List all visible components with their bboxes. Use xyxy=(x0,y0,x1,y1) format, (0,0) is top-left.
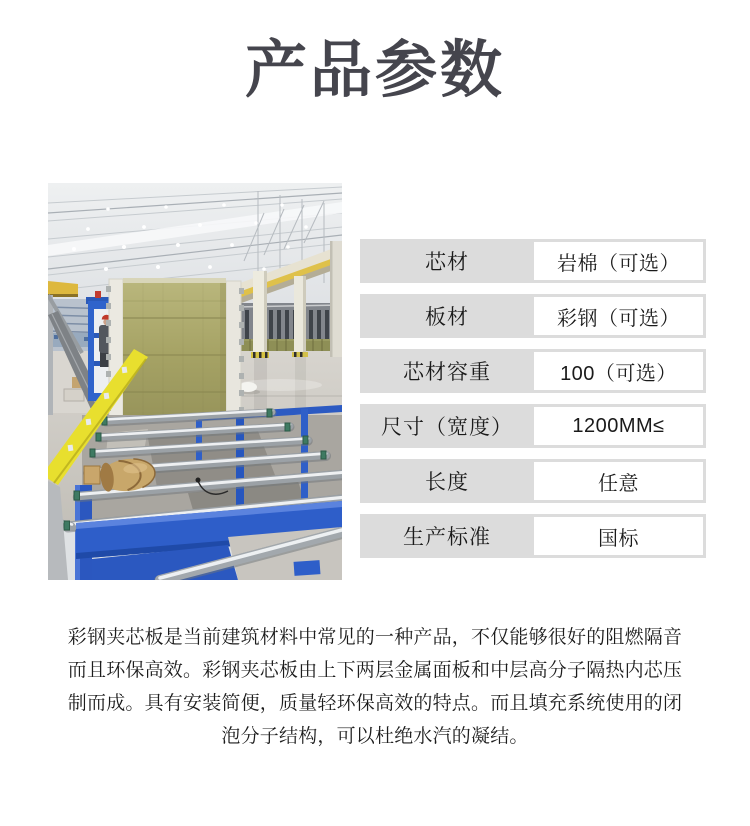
spec-row-length xyxy=(360,459,706,503)
description-line: 泡分子结构，可以杜绝水汽的凝结。 xyxy=(221,726,529,747)
spec-value: 1200MM≤ xyxy=(534,407,703,445)
page-title: 产品参数 xyxy=(244,36,505,105)
spec-table xyxy=(360,239,706,569)
spec-row-core-material xyxy=(360,239,706,283)
factory-photo-illustration xyxy=(48,183,342,580)
spec-label: 板材 xyxy=(425,306,469,329)
spec-value: 彩钢（可选） xyxy=(534,297,703,335)
spec-row-board-material xyxy=(360,294,706,338)
spec-label: 生产标准 xyxy=(403,526,491,549)
product-description xyxy=(0,621,750,753)
spec-value: 国标 xyxy=(534,517,703,555)
spec-label: 长度 xyxy=(425,471,469,494)
spec-row-production-standard xyxy=(360,514,706,558)
description-line: 彩钢夹芯板是当前建筑材料中常见的一种产品，不仅能够很好的阻燃隔音 xyxy=(67,627,683,648)
spec-label: 芯材容重 xyxy=(403,361,491,384)
spec-label: 芯材 xyxy=(425,251,469,274)
spec-row-width xyxy=(360,404,706,448)
spec-value: 100（可选） xyxy=(534,352,703,390)
spec-value: 岩棉（可选） xyxy=(534,242,703,280)
spec-value: 任意 xyxy=(534,462,703,500)
description-line: 而且环保高效。彩钢夹芯板由上下两层金属面板和中层高分子隔热内芯压 xyxy=(67,660,683,681)
spec-row-core-density xyxy=(360,349,706,393)
product-photo xyxy=(48,183,342,580)
spec-label: 尺寸（宽度） xyxy=(381,416,513,439)
description-line: 制而成。具有安装简便，质量轻环保高效的特点。而且填充系统使用的闭 xyxy=(67,693,683,714)
